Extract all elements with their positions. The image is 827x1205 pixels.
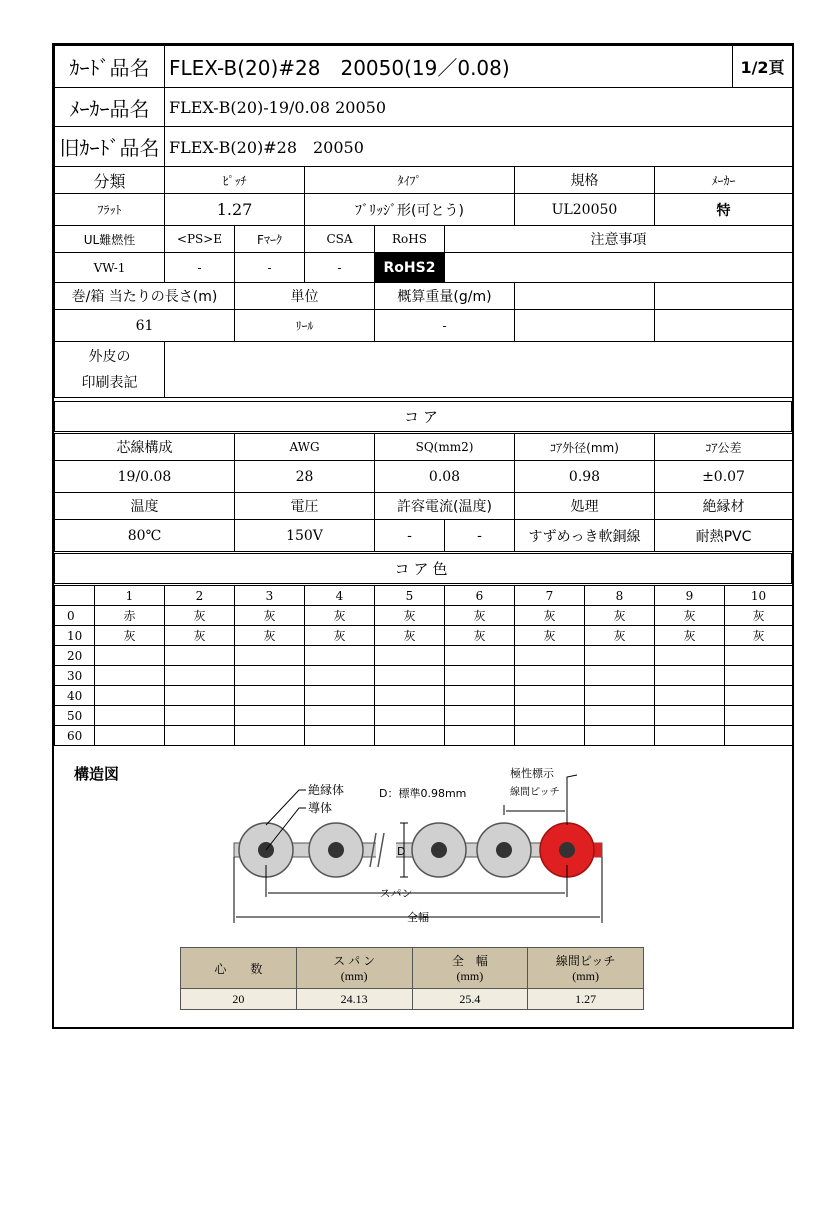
- color-cell: [585, 686, 655, 706]
- color-cell: 灰: [515, 626, 585, 646]
- color-cell: [515, 646, 585, 666]
- old-card-label: 旧ｶｰﾄﾞ品名: [55, 127, 165, 167]
- empty-cell: [515, 283, 655, 310]
- color-cell: [725, 666, 793, 686]
- column-header: 10: [725, 586, 793, 606]
- color-cell: 灰: [375, 606, 445, 626]
- core-color-section-title: コア色: [55, 554, 792, 584]
- color-cell: [445, 686, 515, 706]
- maker-label: ﾒｰｶｰ: [655, 167, 793, 194]
- standard-label: 規格: [515, 167, 655, 194]
- compliance-table: [54, 225, 793, 283]
- old-card-value: FLEX-B(20)#28 20050: [165, 127, 793, 167]
- od-value: 0.98: [515, 461, 655, 493]
- color-cell: [725, 686, 793, 706]
- color-cell: 灰: [445, 606, 515, 626]
- color-cell: [655, 726, 725, 746]
- empty-cell: [655, 310, 793, 342]
- temp-label: 温度: [55, 493, 235, 520]
- print-label: [55, 342, 165, 398]
- conductor-dot: [496, 842, 512, 858]
- sq-value: 0.08: [375, 461, 515, 493]
- color-cell: [235, 706, 305, 726]
- color-cell: [375, 646, 445, 666]
- color-row: [55, 686, 793, 706]
- classification-table: [54, 166, 793, 226]
- spec-value-span: 24.13: [296, 989, 412, 1010]
- color-cell: [515, 686, 585, 706]
- spec-header-text: 線間ピッチ: [555, 954, 616, 968]
- color-cell: [655, 646, 725, 666]
- spec-sheet: [52, 43, 794, 1029]
- color-cell: 灰: [725, 606, 793, 626]
- color-cell: [305, 646, 375, 666]
- color-cell: [165, 666, 235, 686]
- bunrui-value: ﾌﾗｯﾄ: [55, 194, 165, 226]
- color-cell: [445, 706, 515, 726]
- color-cell: [375, 706, 445, 726]
- weight-label: 概算重量(g/m): [375, 283, 515, 310]
- current-value-b: -: [445, 520, 515, 552]
- spec-header-text: ス パ ン: [333, 954, 376, 968]
- composition-value: 19/0.08: [55, 461, 235, 493]
- color-cell: [375, 726, 445, 746]
- color-cell: 灰: [585, 606, 655, 626]
- diagram-title: 構造図: [74, 765, 120, 783]
- header-table: [54, 45, 793, 88]
- color-cell: [375, 666, 445, 686]
- spec-header-unit: (mm): [456, 969, 484, 983]
- type-label: ﾀｲﾌﾟ: [305, 167, 515, 194]
- color-cell: [305, 686, 375, 706]
- dimension-spec-table: [180, 947, 644, 1010]
- color-cell: 灰: [725, 626, 793, 646]
- column-header: 8: [585, 586, 655, 606]
- color-cell: [515, 706, 585, 726]
- color-cell: 灰: [305, 626, 375, 646]
- width-label: 全幅: [407, 911, 429, 924]
- conductor-dot: [559, 842, 575, 858]
- maker-value: 特: [655, 194, 793, 226]
- color-cell: 灰: [165, 606, 235, 626]
- color-row: [55, 626, 793, 646]
- color-cell: 灰: [585, 626, 655, 646]
- color-cell: 灰: [375, 626, 445, 646]
- insulation-label: 絶縁材: [655, 493, 793, 520]
- tol-value: ±0.07: [655, 461, 793, 493]
- print-label-line2: 印刷表記: [81, 374, 138, 391]
- core-section-title: コア: [55, 402, 792, 432]
- color-cell: 灰: [655, 606, 725, 626]
- color-cell: [235, 666, 305, 686]
- f-mark-label: Fﾏｰｸ: [235, 226, 305, 253]
- pitch-label: ﾋﾟｯﾁ: [165, 167, 305, 194]
- color-cell: [655, 666, 725, 686]
- od-label: ｺｱ外径(mm): [515, 434, 655, 461]
- color-cell: [95, 686, 165, 706]
- print-table: [54, 341, 793, 398]
- rohs-badge: RoHS2: [375, 253, 445, 283]
- column-header: 5: [375, 586, 445, 606]
- voltage-value: 150V: [235, 520, 375, 552]
- color-cell: 灰: [235, 626, 305, 646]
- conductor-dot: [431, 842, 447, 858]
- ps-label: <PS>E: [165, 226, 235, 253]
- maker-name-label: ﾒｰｶｰ品名: [55, 88, 165, 127]
- spec-value-width: 25.4: [412, 989, 528, 1010]
- color-row: [55, 706, 793, 726]
- color-row: [55, 606, 793, 626]
- conductor-label: 導体: [308, 801, 333, 815]
- color-cell: [725, 646, 793, 666]
- color-cell: [305, 706, 375, 726]
- polarity-label: 極性標示: [510, 767, 554, 780]
- column-header: 1: [95, 586, 165, 606]
- awg-label: AWG: [235, 434, 375, 461]
- color-cell: [305, 666, 375, 686]
- tol-label: ｺｱ公差: [655, 434, 793, 461]
- card-name-label: ｶｰﾄﾞ品名: [55, 46, 165, 88]
- color-row-label: 60: [55, 726, 95, 746]
- rohs-label: RoHS: [375, 226, 445, 253]
- awg-value: 28: [235, 461, 375, 493]
- color-cell: [585, 666, 655, 686]
- current-value-a: -: [375, 520, 445, 552]
- color-row-label: 0: [55, 606, 95, 626]
- span-label: スパン: [379, 887, 413, 900]
- print-label-line1: 外皮の: [88, 348, 131, 365]
- spec-header-unit: (mm): [572, 969, 599, 983]
- pitch-label: 線間ピッチ: [510, 787, 560, 798]
- corner-cell: [55, 586, 95, 606]
- spec-value-cores: 20: [181, 989, 297, 1010]
- color-cell: [165, 686, 235, 706]
- color-cell: [515, 726, 585, 746]
- unit-label: 単位: [235, 283, 375, 310]
- core-color-body: [55, 586, 793, 746]
- color-cell: [305, 726, 375, 746]
- color-cell: [165, 646, 235, 666]
- core-table: [54, 433, 793, 552]
- maker-table: [54, 87, 793, 167]
- treatment-value: すずめっき軟銅線: [515, 520, 655, 552]
- color-row-label: 20: [55, 646, 95, 666]
- column-header: 6: [445, 586, 515, 606]
- core-color-title-table: [54, 553, 792, 584]
- ps-value: -: [165, 253, 235, 283]
- pitch-value: 1.27: [165, 194, 305, 226]
- csa-label: CSA: [305, 226, 375, 253]
- conductor-dot: [328, 842, 344, 858]
- packaging-table: [54, 282, 793, 342]
- color-cell: [235, 686, 305, 706]
- voltage-label: 電圧: [235, 493, 375, 520]
- spec-header-text: 全 幅: [451, 954, 488, 968]
- color-cell: 灰: [515, 606, 585, 626]
- treatment-label: 処理: [515, 493, 655, 520]
- core-color-table: [54, 585, 793, 746]
- spec-header-text: 心 数: [214, 961, 263, 976]
- ul-value: VW-1: [55, 253, 165, 283]
- spec-header-span: [296, 948, 412, 989]
- color-cell: [445, 726, 515, 746]
- csa-value: -: [305, 253, 375, 283]
- color-cell: [655, 706, 725, 726]
- structure-diagram: [54, 745, 792, 1027]
- column-header: 4: [305, 586, 375, 606]
- color-row-label: 10: [55, 626, 95, 646]
- type-value: ﾌﾞﾘｯｼﾞ形(可とう): [305, 194, 515, 226]
- empty-cell: [655, 283, 793, 310]
- color-cell: [375, 686, 445, 706]
- color-cell: [95, 706, 165, 726]
- spec-header-width: [412, 948, 528, 989]
- d-note: D：標準0.98mm: [379, 787, 467, 800]
- color-row-label: 30: [55, 666, 95, 686]
- spec-header-cores: [181, 948, 297, 989]
- color-cell: [585, 726, 655, 746]
- core-title-table: [54, 401, 792, 432]
- column-header: 7: [515, 586, 585, 606]
- color-row-label: 40: [55, 686, 95, 706]
- color-cell: [165, 726, 235, 746]
- f-mark-value: -: [235, 253, 305, 283]
- color-cell: [585, 646, 655, 666]
- color-cell: 灰: [95, 626, 165, 646]
- pitch-dimension: [504, 805, 567, 815]
- color-row: [55, 666, 793, 686]
- insulation-value: 耐熱PVC: [655, 520, 793, 552]
- notes-label: 注意事項: [445, 226, 793, 253]
- color-header-row: [55, 586, 793, 606]
- empty-cell: [515, 310, 655, 342]
- color-cell: [235, 646, 305, 666]
- print-value: [165, 342, 793, 398]
- color-cell: [95, 666, 165, 686]
- color-row: [55, 646, 793, 666]
- column-header: 9: [655, 586, 725, 606]
- spec-header-pitch: [528, 948, 644, 989]
- ul-label: UL難燃性: [55, 226, 165, 253]
- color-cell: [165, 706, 235, 726]
- weight-value: -: [375, 310, 515, 342]
- spec-value-pitch: 1.27: [528, 989, 644, 1010]
- cable-drawing: [54, 745, 792, 945]
- color-cell: 灰: [445, 626, 515, 646]
- bunrui-label: 分類: [55, 167, 165, 194]
- standard-value: UL20050: [515, 194, 655, 226]
- color-cell: [585, 706, 655, 726]
- color-row: [55, 726, 793, 746]
- card-name-value: FLEX-B(20)#28 20050(19／0.08): [165, 46, 733, 88]
- length-value: 61: [55, 310, 235, 342]
- color-cell: [95, 646, 165, 666]
- color-cell: [725, 706, 793, 726]
- color-cell: 灰: [235, 606, 305, 626]
- column-header: 3: [235, 586, 305, 606]
- color-cell: [515, 666, 585, 686]
- color-cell: [655, 686, 725, 706]
- notes-value: [445, 253, 793, 283]
- color-cell: 赤: [95, 606, 165, 626]
- color-cell: 灰: [655, 626, 725, 646]
- color-cell: 灰: [305, 606, 375, 626]
- color-cell: [445, 646, 515, 666]
- column-header: 2: [165, 586, 235, 606]
- color-row-label: 50: [55, 706, 95, 726]
- temp-value: 80℃: [55, 520, 235, 552]
- composition-label: 芯線構成: [55, 434, 235, 461]
- color-cell: 灰: [165, 626, 235, 646]
- current-label: 許容電流(温度): [375, 493, 515, 520]
- spec-header-row: [181, 948, 644, 989]
- color-cell: [235, 726, 305, 746]
- sq-label: SQ(mm2): [375, 434, 515, 461]
- length-label: 巻/箱 当たりの長さ(m): [55, 283, 235, 310]
- color-cell: [95, 726, 165, 746]
- maker-name-value: FLEX-B(20)-19/0.08 20050: [165, 88, 793, 127]
- color-cell: [725, 726, 793, 746]
- page-number: 1/2頁: [733, 46, 793, 88]
- spec-header-unit: (mm): [340, 969, 368, 983]
- unit-value: ﾘｰﾙ: [235, 310, 375, 342]
- d-label: D: [397, 845, 406, 858]
- insulator-label: 絶縁体: [308, 783, 345, 797]
- spec-value-row: [181, 989, 644, 1010]
- color-cell: [445, 666, 515, 686]
- polarity-leader: [567, 775, 577, 825]
